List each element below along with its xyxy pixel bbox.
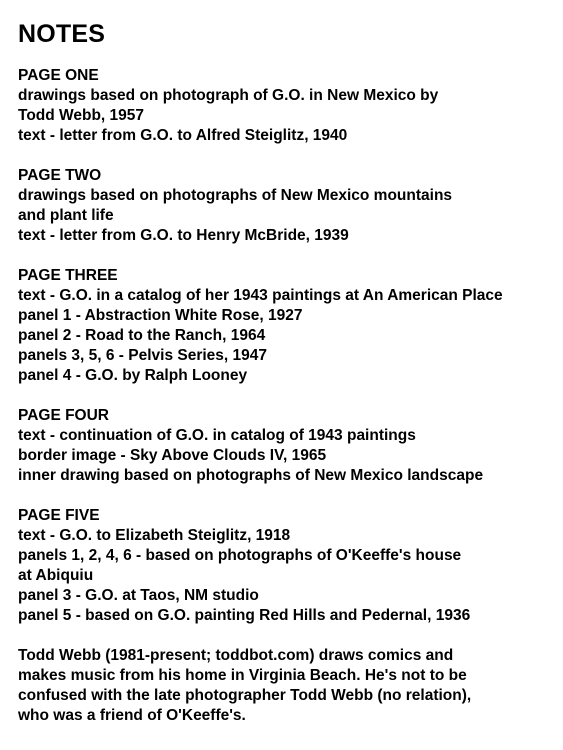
section-line: drawings based on photographs of New Mexico mountains — [18, 187, 453, 204]
section-line: at Abiquiu — [18, 567, 94, 584]
section-page-one — [18, 66, 558, 146]
section-line: panels 1, 2, 4, 6 - based on photographs of O'Keeffe's house — [18, 547, 462, 564]
section-line: panels 3, 5, 6 - Pelvis Series, 1947 — [18, 347, 268, 364]
section-line: Todd Webb, 1957 — [18, 107, 145, 124]
section-heading: PAGE THREE — [18, 267, 118, 284]
section-line: panel 5 - based on G.O. painting Red Hills and Pedernal, 1936 — [18, 607, 471, 624]
section-line: text - letter from G.O. to Henry McBride, 1939 — [18, 227, 349, 244]
section-line: border image - Sky Above Clouds IV, 1965 — [18, 447, 327, 464]
bio-line: who was a friend of O'Keeffe's. — [18, 707, 246, 724]
section-line: and plant life — [18, 207, 114, 224]
section-line: text - continuation of G.O. in catalog of 1943 paintings — [18, 427, 416, 444]
section-page-two — [18, 166, 558, 246]
section-line: panel 4 - G.O. by Ralph Looney — [18, 367, 248, 384]
section-line: inner drawing based on photographs of New Mexico landscape — [18, 467, 484, 484]
section-line: text - G.O. in a catalog of her 1943 paintings at An American Place — [18, 287, 503, 304]
bio-line: makes music from his home in Virginia Beach. He's not to be — [18, 667, 467, 684]
author-bio — [18, 646, 558, 726]
section-line: text - G.O. to Elizabeth Steiglitz, 1918 — [18, 527, 291, 544]
section-line: drawings based on photograph of G.O. in New Mexico by — [18, 87, 439, 104]
section-line: panel 3 - G.O. at Taos, NM studio — [18, 587, 259, 604]
section-line: text - letter from G.O. to Alfred Steiglitz, 1940 — [18, 127, 348, 144]
bio-line: Todd Webb (1981-present; toddbot.com) draws comics and — [18, 647, 454, 664]
section-heading: PAGE ONE — [18, 67, 99, 84]
bio-line: confused with the late photographer Todd Webb (no relation), — [18, 687, 472, 704]
section-page-four — [18, 406, 558, 486]
section-heading: PAGE FIVE — [18, 507, 100, 524]
section-heading: PAGE TWO — [18, 167, 102, 184]
section-page-five — [18, 506, 558, 626]
page-title: NOTES — [18, 20, 106, 48]
section-page-three — [18, 266, 558, 386]
section-line: panel 1 - Abstraction White Rose, 1927 — [18, 307, 303, 324]
section-heading: PAGE FOUR — [18, 407, 109, 424]
notes-sections — [18, 66, 558, 646]
section-line: panel 2 - Road to the Ranch, 1964 — [18, 327, 266, 344]
